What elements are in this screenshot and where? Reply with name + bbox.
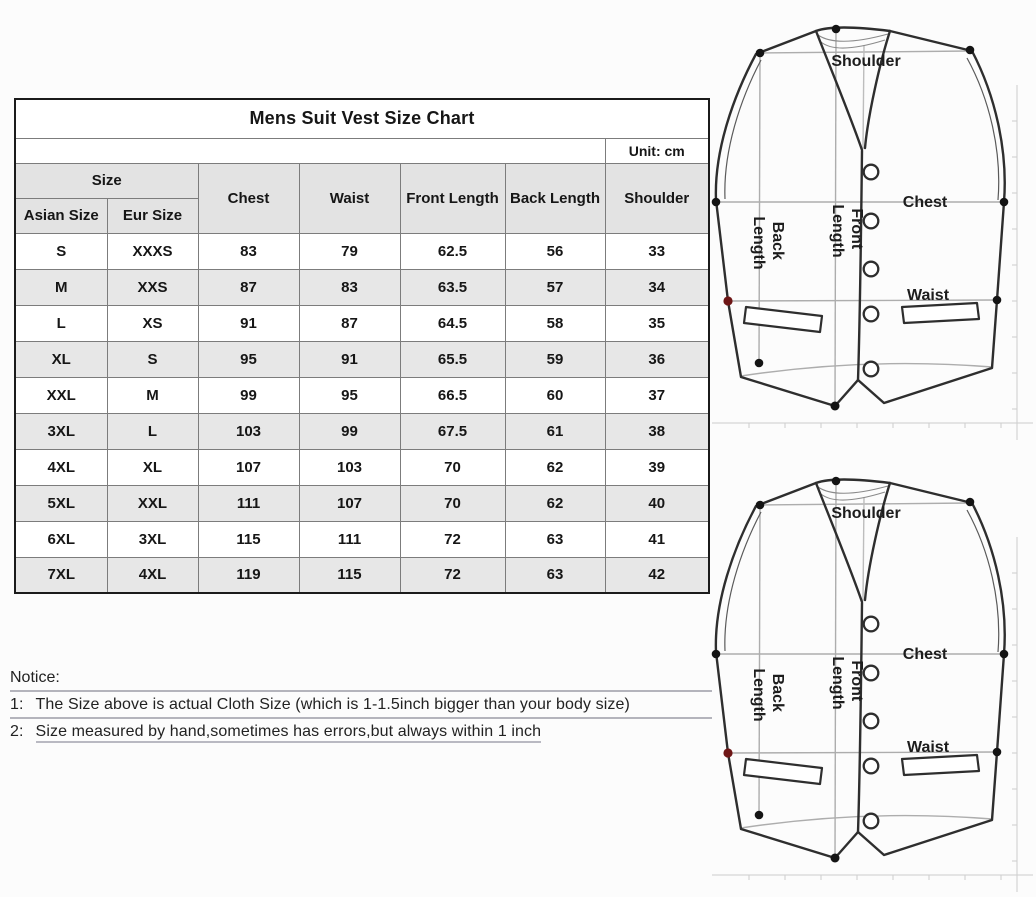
shoulder-cell: 38 bbox=[605, 413, 709, 449]
asian-size-cell: L bbox=[15, 305, 107, 341]
asian-size-cell: M bbox=[15, 269, 107, 305]
front-length-label: Front Length bbox=[829, 656, 865, 710]
header-waist: Waist bbox=[299, 163, 400, 233]
front-length-cell: 70 bbox=[400, 485, 505, 521]
chest-cell: 107 bbox=[198, 449, 299, 485]
unit-row bbox=[15, 138, 709, 163]
asian-size-cell: 3XL bbox=[15, 413, 107, 449]
notice-item-1 bbox=[10, 692, 712, 719]
back-length-label: Back Length bbox=[750, 216, 786, 270]
chest-cell: 95 bbox=[198, 341, 299, 377]
back-length-cell: 60 bbox=[505, 377, 605, 413]
shoulder-cell: 36 bbox=[605, 341, 709, 377]
shoulder-cell: 40 bbox=[605, 485, 709, 521]
asian-size-cell: 7XL bbox=[15, 557, 107, 593]
waist-cell: 99 bbox=[299, 413, 400, 449]
front-length-cell: 66.5 bbox=[400, 377, 505, 413]
front-length-label: Front Length bbox=[829, 204, 865, 258]
eur-size-cell: L bbox=[107, 413, 198, 449]
button-icons bbox=[864, 165, 879, 377]
shoulder-label: Shoulder bbox=[831, 53, 901, 70]
table-row bbox=[15, 377, 709, 413]
asian-size-cell: 4XL bbox=[15, 449, 107, 485]
notice-item-2-text: Size measured by hand,sometimes has errors,but always within 1 inch bbox=[36, 723, 542, 743]
back-length-cell: 61 bbox=[505, 413, 605, 449]
back-length-cell: 59 bbox=[505, 341, 605, 377]
back-length-cell: 56 bbox=[505, 233, 605, 269]
button-icons bbox=[864, 617, 879, 829]
notice-item-1-text: The Size above is actual Cloth Size (which is 1-1.5inch bigger than your body size) bbox=[35, 696, 630, 713]
waist-cell: 83 bbox=[299, 269, 400, 305]
notice-item-1-number: 1: bbox=[10, 696, 24, 713]
back-length-cell: 58 bbox=[505, 305, 605, 341]
vest-measurement-diagram bbox=[704, 0, 1036, 445]
asian-size-cell: XL bbox=[15, 341, 107, 377]
waist-label: Waist bbox=[906, 739, 950, 756]
header-row-1 bbox=[15, 163, 709, 198]
welt-pockets bbox=[744, 303, 979, 332]
front-length-cell: 63.5 bbox=[400, 269, 505, 305]
table-row bbox=[15, 521, 709, 557]
table-row bbox=[15, 449, 709, 485]
table-row bbox=[15, 341, 709, 377]
shoulder-cell: 39 bbox=[605, 449, 709, 485]
waist-cell: 91 bbox=[299, 341, 400, 377]
chest-cell: 119 bbox=[198, 557, 299, 593]
asian-size-cell: 5XL bbox=[15, 485, 107, 521]
front-length-cell: 72 bbox=[400, 557, 505, 593]
shoulder-cell: 41 bbox=[605, 521, 709, 557]
unit-spacer bbox=[15, 138, 605, 163]
waist-line bbox=[728, 300, 997, 301]
chest-cell: 91 bbox=[198, 305, 299, 341]
table-row bbox=[15, 305, 709, 341]
front-length-cell: 67.5 bbox=[400, 413, 505, 449]
asian-size-cell: XXL bbox=[15, 377, 107, 413]
header-front-length: Front Length bbox=[400, 163, 505, 233]
table-title: Mens Suit Vest Size Chart bbox=[15, 99, 709, 138]
back-length-cell: 62 bbox=[505, 449, 605, 485]
asian-size-cell: S bbox=[15, 233, 107, 269]
notice-item-2-number: 2: bbox=[10, 723, 24, 740]
right-pocket bbox=[902, 755, 979, 775]
back-length-cell: 57 bbox=[505, 269, 605, 305]
unit-label: Unit: cm bbox=[605, 138, 709, 163]
measurement-labels bbox=[750, 505, 950, 756]
eur-size-cell: XS bbox=[107, 305, 198, 341]
eur-size-cell: XXL bbox=[107, 485, 198, 521]
waist-cell: 87 bbox=[299, 305, 400, 341]
size-chart-table bbox=[14, 98, 710, 594]
table-row bbox=[15, 269, 709, 305]
waist-cell: 79 bbox=[299, 233, 400, 269]
header-shoulder: Shoulder bbox=[605, 163, 709, 233]
chest-label: Chest bbox=[902, 646, 948, 663]
shoulder-cell: 37 bbox=[605, 377, 709, 413]
back-length-label: Back Length bbox=[750, 668, 786, 722]
shoulder-cell: 33 bbox=[605, 233, 709, 269]
table-row bbox=[15, 557, 709, 593]
header-eur-size: Eur Size bbox=[107, 198, 198, 233]
front-length-cell: 62.5 bbox=[400, 233, 505, 269]
back-length-cell: 63 bbox=[505, 557, 605, 593]
waist-cell: 95 bbox=[299, 377, 400, 413]
header-back-length: Back Length bbox=[505, 163, 605, 233]
waist-cell: 111 bbox=[299, 521, 400, 557]
back-length-cell: 63 bbox=[505, 521, 605, 557]
eur-size-cell: 3XL bbox=[107, 521, 198, 557]
eur-size-cell: M bbox=[107, 377, 198, 413]
table-title-row bbox=[15, 99, 709, 138]
left-pocket bbox=[744, 307, 822, 332]
chest-cell: 111 bbox=[198, 485, 299, 521]
eur-size-cell: S bbox=[107, 341, 198, 377]
chest-cell: 83 bbox=[198, 233, 299, 269]
notice-item-2 bbox=[10, 719, 712, 744]
waist-label: Waist bbox=[906, 287, 950, 304]
header-chest: Chest bbox=[198, 163, 299, 233]
front-length-cell: 70 bbox=[400, 449, 505, 485]
waist-cell: 103 bbox=[299, 449, 400, 485]
measurement-labels bbox=[750, 53, 950, 304]
front-length-cell: 72 bbox=[400, 521, 505, 557]
front-length-cell: 64.5 bbox=[400, 305, 505, 341]
back-length-cell: 62 bbox=[505, 485, 605, 521]
shoulder-cell: 35 bbox=[605, 305, 709, 341]
table-row bbox=[15, 413, 709, 449]
vest-measurement-diagram bbox=[704, 452, 1036, 897]
waist-cell: 115 bbox=[299, 557, 400, 593]
chest-cell: 115 bbox=[198, 521, 299, 557]
shoulder-cell: 34 bbox=[605, 269, 709, 305]
notice-section bbox=[10, 669, 712, 744]
collar-seam-curves bbox=[818, 486, 888, 500]
header-asian-size: Asian Size bbox=[15, 198, 107, 233]
waist-cell: 107 bbox=[299, 485, 400, 521]
shoulder-cell: 42 bbox=[605, 557, 709, 593]
eur-size-cell: 4XL bbox=[107, 557, 198, 593]
table-row bbox=[15, 485, 709, 521]
header-size-group: Size bbox=[15, 163, 198, 198]
waist-line bbox=[728, 752, 997, 753]
asian-size-cell: 6XL bbox=[15, 521, 107, 557]
chest-cell: 99 bbox=[198, 377, 299, 413]
eur-size-cell: XL bbox=[107, 449, 198, 485]
notice-heading: Notice: bbox=[10, 669, 712, 692]
shoulder-label: Shoulder bbox=[831, 505, 901, 522]
chest-label: Chest bbox=[902, 194, 948, 211]
eur-size-cell: XXS bbox=[107, 269, 198, 305]
table-row bbox=[15, 233, 709, 269]
collar-seam-curves bbox=[818, 34, 888, 48]
chest-cell: 87 bbox=[198, 269, 299, 305]
welt-pockets bbox=[744, 755, 979, 784]
eur-size-cell: XXXS bbox=[107, 233, 198, 269]
front-length-cell: 65.5 bbox=[400, 341, 505, 377]
right-pocket bbox=[902, 303, 979, 323]
chest-cell: 103 bbox=[198, 413, 299, 449]
left-pocket bbox=[744, 759, 822, 784]
